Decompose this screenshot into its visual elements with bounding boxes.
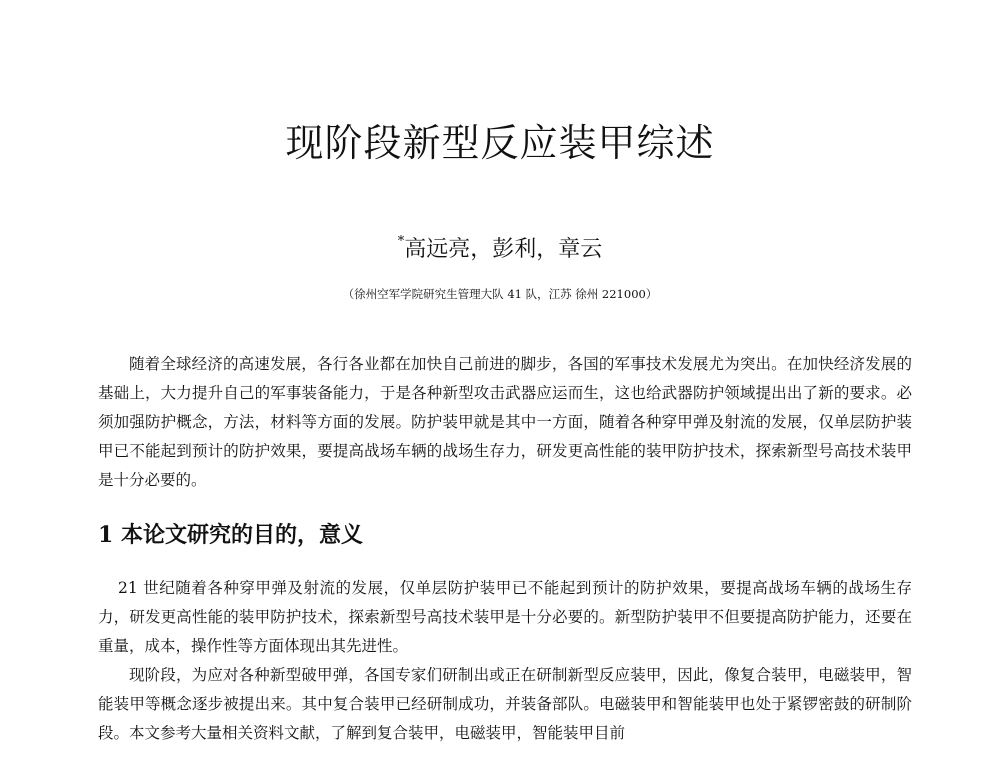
section-paragraph-1: 21 世纪随着各种穿甲弹及射流的发展，仅单层防护装甲已不能起到预计的防护效果，要提高战场车辆的战场生存力，研发更高性能的装甲防护技术，探索新型号高技术装甲是十分必要的。新型防护装甲不但要提高防护能力，还要在重量，成本，操作性等方面体现出其先进性。 — [98, 579, 912, 655]
paper-title: 现阶段新型反应装甲综述 — [285, 121, 715, 165]
section-paragraph-2: 现阶段，为应对各种新型破甲弹，各国专家们研制出或正在研制新型反应装甲，因此，像复合装甲，电磁装甲，智能装甲等概念逐步被提出来。其中复合装甲已经研制成功，并装备部队。电磁装甲和智能装甲也处于紧锣密鼓的研制阶段。本文参考大量相关资料文献，了解到复合装甲，电磁装甲，智能装甲目前 — [98, 666, 912, 742]
section-heading: 1 本论文研究的目的，意义 — [98, 522, 363, 548]
intro-paragraph: 随着全球经济的高速发展，各行各业都在加快自己前进的脚步，各国的军事技术发展尤为突出。在加快经济发展的基础上，大力提升自己的军事装备能力，于是各种新型攻击武器应运而生，这也给武器防护领域提出出了新的要求。必须加强防护概念，方法，材料等方面的发展。防护装甲就是其中一方面，随着各种穿甲弹及射流的发展，仅单层防护装甲已不能起到预计的防护效果，要提高战场车辆的战场生存力，研发更高性能的装甲防护技术，探索新型号高技术装甲是十分必要的。 — [98, 355, 912, 489]
corresponding-author-mark: * — [397, 234, 405, 249]
affiliation: （徐州空军学院研究生管理大队 41 队，江苏 徐州 221000） — [342, 287, 658, 301]
author-names: 高远亮，彭利，章云 — [404, 237, 603, 262]
author-line — [0, 232, 1000, 263]
